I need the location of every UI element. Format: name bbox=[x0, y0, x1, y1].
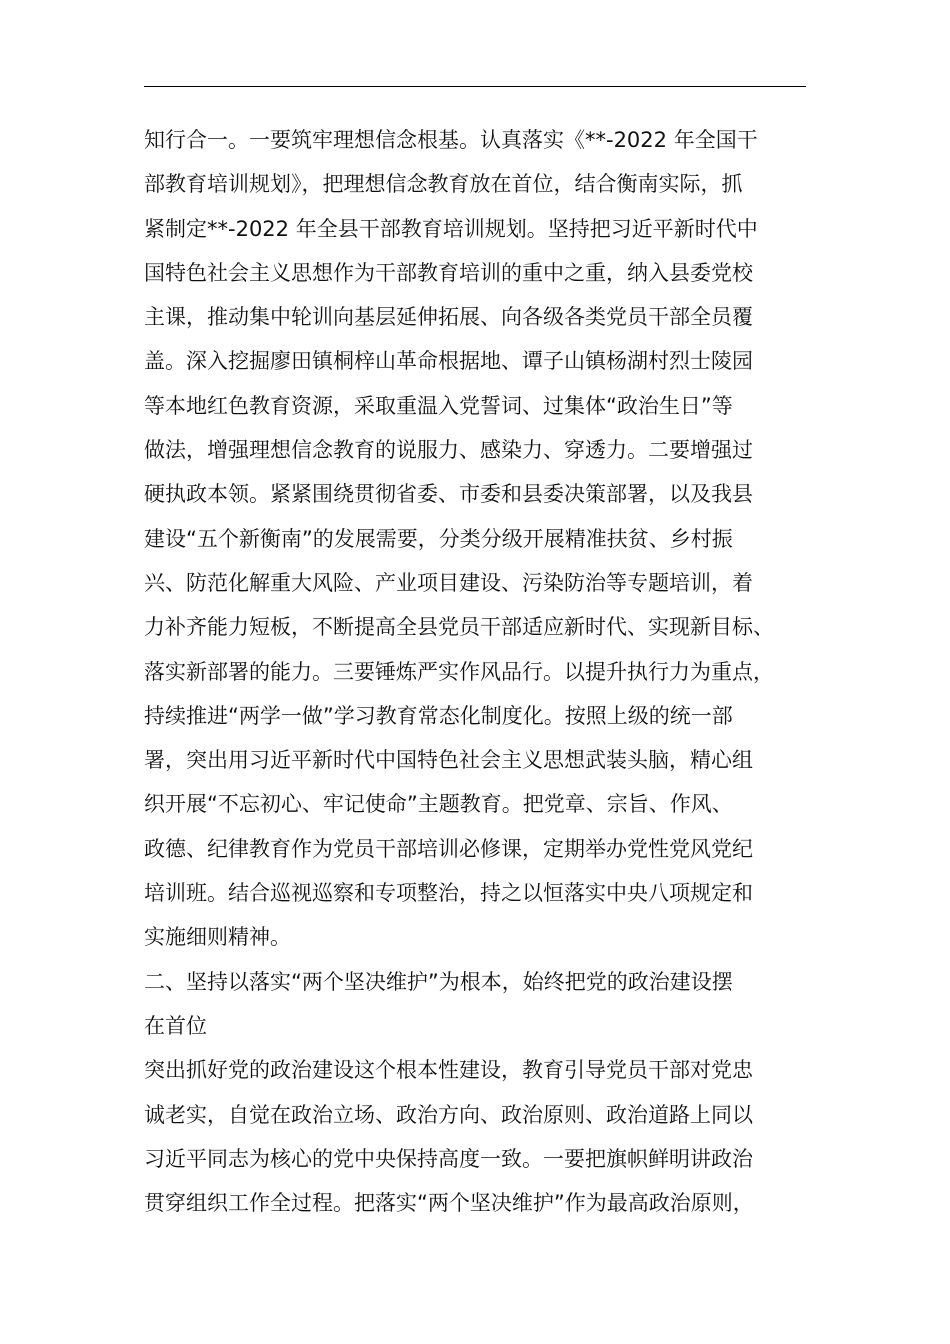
text-line: 培训班。结合巡视巡察和专项整治，持之以恒落实中央八项规定和 bbox=[144, 881, 753, 906]
text-line: 落实新部署的能力。三要锤炼严实作风品行。以提升执行力为重点， bbox=[144, 659, 774, 684]
text-line: 国特色社会主义思想作为干部教育培训的重中之重，纳入县委党校 bbox=[144, 260, 753, 285]
section-heading-line: 二、坚持以落实“两个坚决维护”为根本，始终把党的政治建设摆 bbox=[144, 969, 733, 994]
text-line: 力补齐能力短板，不断提高全县党员干部适应新时代、实现新目标、 bbox=[144, 615, 774, 640]
text-line: 署，突出用习近平新时代中国特色社会主义思想武装头脑，精心组 bbox=[144, 748, 753, 773]
text-line: 紧制定**-2022 年全县干部教育培训规划。坚持把习近平新时代中 bbox=[144, 216, 758, 241]
section-heading-line: 在首位 bbox=[144, 1013, 207, 1038]
header-rule bbox=[144, 86, 806, 87]
text-line: 织开展“不忘初心、牢记使命”主题教育。把党章、宗旨、作风、 bbox=[144, 792, 733, 817]
text-line: 知行合一。一要筑牢理想信念根基。认真落实《**-2022 年全国干 bbox=[144, 128, 758, 152]
text-line: 实施细则精神。 bbox=[144, 925, 291, 950]
text-line: 主课，推动集中轮训向基层延伸拓展、向各级各类党员干部全员覆 bbox=[144, 305, 753, 330]
text-line: 做法，增强理想信念教育的说服力、感染力、穿透力。二要增强过 bbox=[144, 438, 753, 463]
text-line: 突出抓好党的政治建设这个根本性建设，教育引导党员干部对党忠 bbox=[144, 1058, 753, 1083]
text-line: 习近平同志为核心的党中央保持高度一致。一要把旗帜鲜明讲政治 bbox=[144, 1146, 753, 1171]
text-line: 盖。深入挖掘廖田镇桐梓山革命根据地、谭子山镇杨湖村烈士陵园 bbox=[144, 349, 753, 374]
text-line: 等本地红色教育资源，采取重温入党誓词、过集体“政治生日”等 bbox=[144, 393, 733, 418]
text-line: 贯穿组织工作全过程。把落实“两个坚决维护”作为最高政治原则， bbox=[144, 1191, 754, 1216]
text-line: 持续推进“两学一做”学习教育常态化制度化。按照上级的统一部 bbox=[144, 703, 733, 728]
text-line: 兴、防范化解重大风险、产业项目建设、污染防治等专题培训，着 bbox=[144, 570, 753, 595]
text-line: 政德、纪律教育作为党员干部培训必修课，定期举办党性党风党纪 bbox=[144, 836, 753, 861]
text-line: 部教育培训规划》，把理想信念教育放在首位，结合衡南实际，抓 bbox=[144, 172, 743, 197]
text-line: 诚老实，自觉在政治立场、政治方向、政治原则、政治道路上同以 bbox=[144, 1102, 753, 1127]
text-line: 建设“五个新衡南”的发展需要，分类分级开展精准扶贫、乡村振 bbox=[144, 526, 733, 551]
text-line: 硬执政本领。紧紧围绕贯彻省委、市委和县委决策部署，以及我县 bbox=[144, 482, 753, 507]
body-text bbox=[144, 118, 820, 1225]
